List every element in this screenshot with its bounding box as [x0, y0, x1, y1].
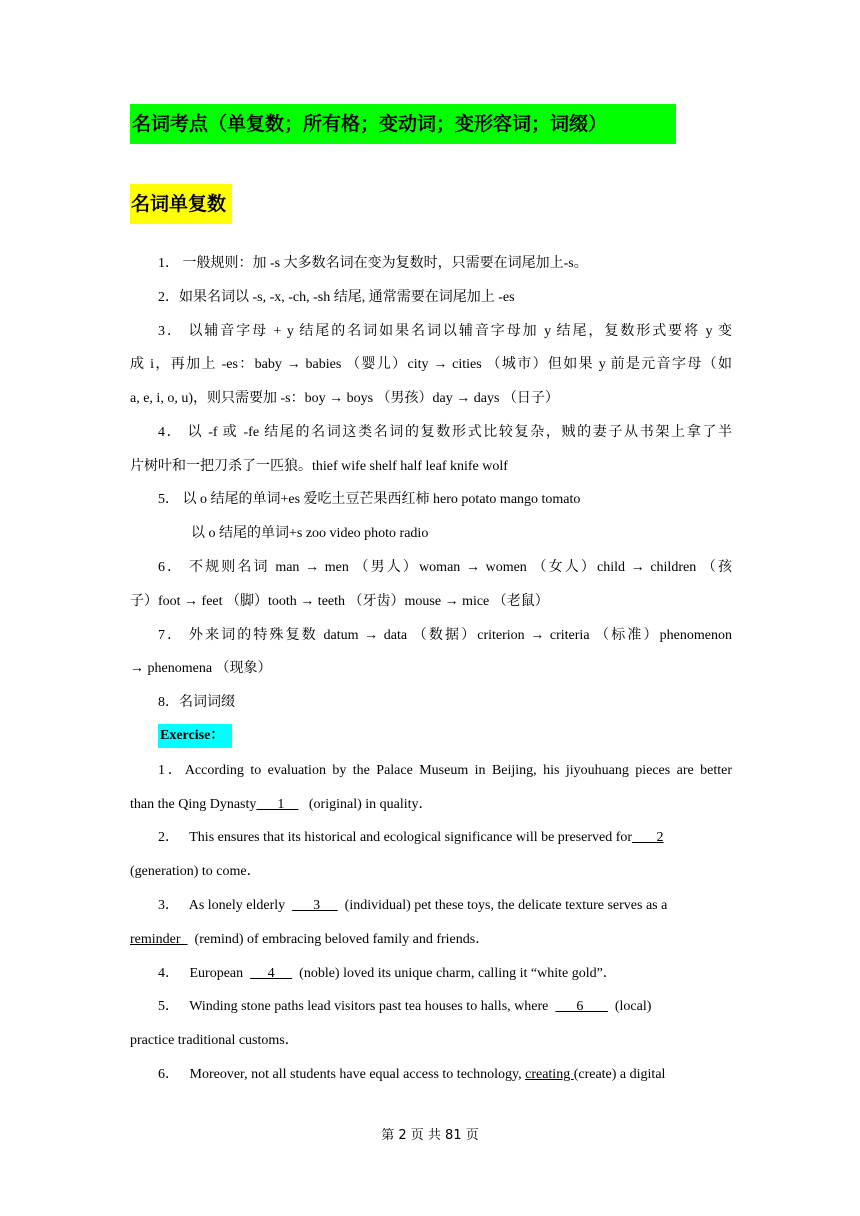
answer-creating: creating	[525, 1067, 574, 1082]
exercise-5-line-1: 5． Winding stone paths lead visitors past tea houses to halls, where 6 (local)	[158, 999, 652, 1014]
exercise-2-line-1: 2． This ensures that its historical and ecological significance will be preserved for 2	[158, 830, 664, 845]
rule-5-line-1: 5． 以 o 结尾的单词+es 爱吃土豆芒果西红柿 hero potato mango tomato	[158, 492, 581, 507]
answer-reminder: reminder	[130, 932, 188, 947]
rule-4-line-2: 片树叶和一把刀杀了一匹狼。thief wife shelf half leaf knife wolf	[130, 459, 508, 474]
rule-3-line-3: a, e, i, o, u)，则只需要加 -s：boy → boys （男孩）day → days （日子）	[130, 391, 559, 406]
exercise-label: Exercise：	[158, 724, 232, 748]
blank-4: 4	[250, 966, 293, 981]
exercise-5-line-2: practice traditional customs．	[130, 1033, 299, 1048]
rule-5-line-2: 以 o 结尾的单词+s zoo video photo radio	[191, 526, 429, 541]
exercise-1-line-2: than the Qing Dynasty 1 (original) in quality．	[130, 797, 433, 812]
rule-2: 2．如果名词以 -s, -x, -ch, -sh 结尾, 通常需要在词尾加上 -es	[158, 290, 515, 305]
exercise-3-line-2: reminder (remind) of embracing beloved family and friends．	[130, 932, 490, 947]
blank-1: 1	[256, 797, 299, 812]
blank-3: 3	[292, 898, 338, 913]
rule-3-line-2: 成 i，再加上 -es：baby → babies （婴儿）city → cities （城市）但如果 y 前是元音字母（如	[130, 357, 732, 372]
page-footer: 第 2 页 共 81 页	[381, 1128, 479, 1143]
rule-8: 8．名词词缀	[158, 695, 235, 710]
exercise-2-line-2: (generation) to come．	[130, 864, 261, 879]
exercise-4: 4． European 4 (noble) loved its unique charm, calling it “white gold”．	[158, 966, 617, 981]
rule-6-line-2: 子）foot → feet （脚）tooth → teeth （牙齿）mouse → mice （老鼠）	[130, 594, 549, 609]
blank-6: 6	[555, 999, 608, 1014]
rule-6-line-1: 6． 不规则名词 man → men （男人）woman → women （女人）child → children （孩	[158, 560, 732, 575]
rule-3-line-1: 3． 以辅音字母 + y 结尾的名词如果名词以辅音字母加 y 结尾，复数形式要将 y 变	[158, 324, 732, 339]
blank-2: 2	[632, 830, 664, 845]
exercise-6-line-1: 6． Moreover, not all students have equal access to technology, creating (create) a digital	[158, 1067, 666, 1082]
section-title: 名词考点（单复数；所有格；变动词；变形容词；词缀）	[130, 104, 676, 144]
exercise-1-line-1: 1．According to evaluation by the Palace Museum in Beijing, his jiyouhuang pieces are better	[158, 763, 732, 778]
rule-7-line-1: 7． 外来词的特殊复数 datum → data （数据）criterion → criteria （标准）phenomenon	[158, 628, 732, 643]
rule-1: 1． 一般规则：加 -s 大多数名词在变为复数时，只需要在词尾加上-s。	[158, 256, 588, 271]
subsection-title: 名词单复数	[130, 184, 232, 224]
exercise-3-line-1: 3． As lonely elderly 3 (individual) pet these toys, the delicate texture serves as a	[158, 898, 668, 913]
rule-4-line-1: 4． 以 -f 或 -fe 结尾的名词这类名词的复数形式比较复杂，贼的妻子从书架上拿了半	[158, 425, 732, 440]
rule-7-line-2: → phenomena （现象）	[130, 661, 272, 676]
